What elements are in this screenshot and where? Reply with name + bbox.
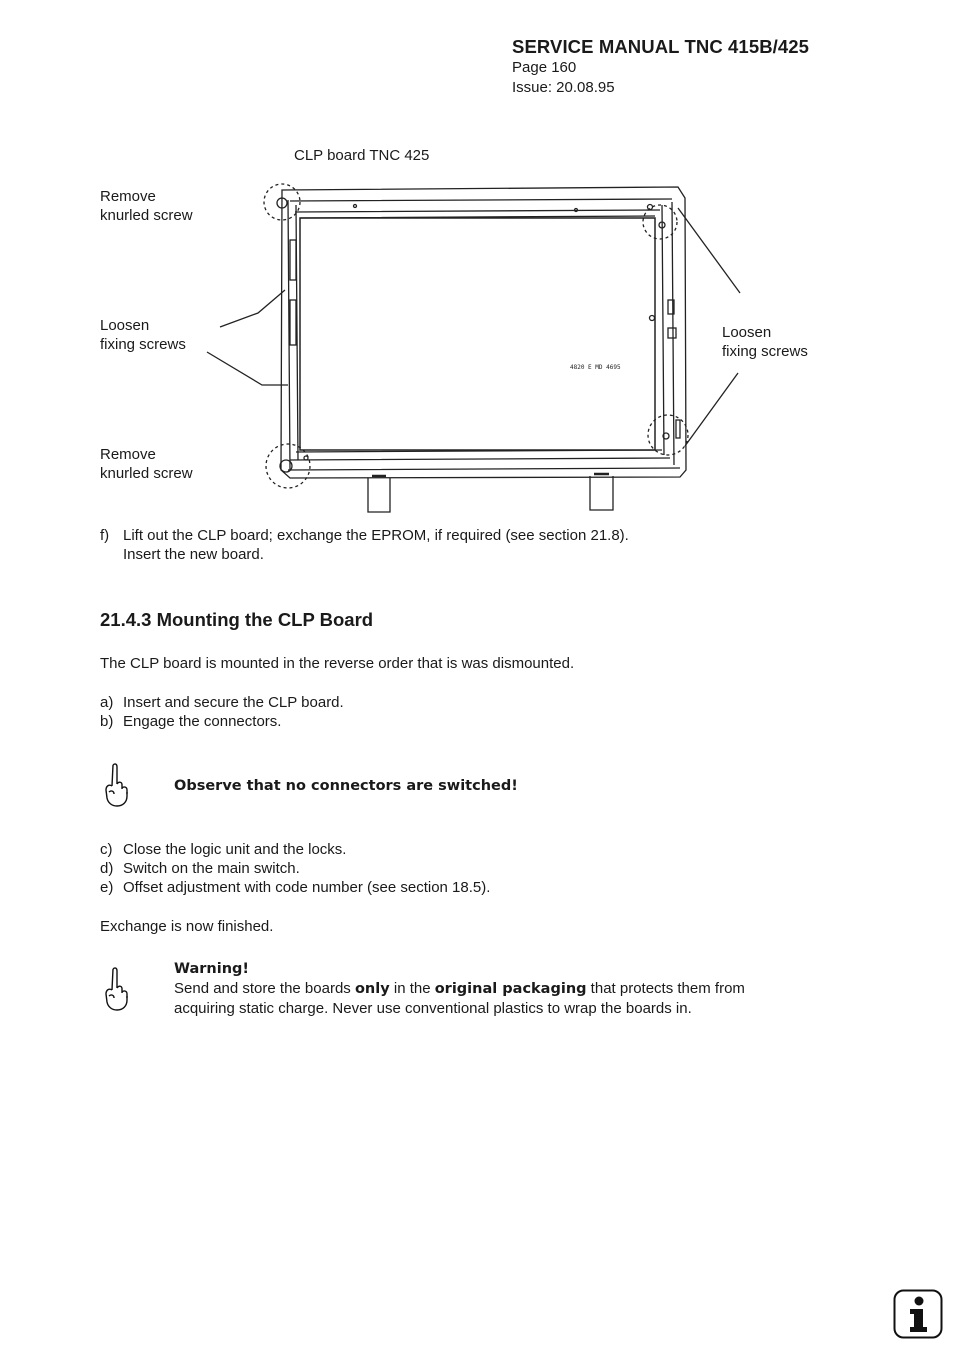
board-marking: 4820 E MD 4695 [570,364,621,371]
warning-line-1: Send and store the boards only in the original packaging that protects them from [174,980,745,997]
manual-title: SERVICE MANUAL TNC 415B/425 [512,36,810,57]
figure-caption: CLP board TNC 425 [294,147,430,164]
note-text: Observe that no connectors are switched! [174,778,518,794]
clp-board-drawing [0,0,954,530]
step-b: b) Engage the connectors. [100,713,282,730]
step-d: d) Switch on the main switch. [100,860,300,877]
label-loosen-screws-left: Loosen fixing screws [100,317,186,353]
step-e: e) Offset adjustment with code number (see section 18.5). [100,879,491,896]
section-intro: The CLP board is mounted in the reverse order that is was dismounted. [100,655,575,672]
warning-title: Warning! [174,961,250,977]
pointing-hand-icon [101,762,131,808]
warning-block [174,959,834,1018]
label-remove-screw-top: Remove knurled screw [100,188,193,224]
step-f: f) Lift out the CLP board; exchange the EPROM, if required (see section 21.8). Insert the new board. [100,527,629,563]
warning-line-2: acquiring static charge. Never use conventional plastics to wrap the boards in. [174,1000,692,1017]
finished-text: Exchange is now finished. [100,918,274,935]
step-c: c) Close the logic unit and the locks. [100,841,347,858]
issue-date: Issue: 20.08.95 [512,79,615,96]
section-heading: 21.4.3 Mounting the CLP Board [100,609,374,630]
label-remove-screw-bottom: Remove knurled screw [100,446,193,482]
info-icon [893,1289,943,1339]
page-number: Page 160 [512,59,577,76]
label-loosen-screws-right: Loosen fixing screws [722,324,808,360]
pointing-hand-icon [101,966,131,1012]
step-a: a) Insert and secure the CLP board. [100,694,344,711]
